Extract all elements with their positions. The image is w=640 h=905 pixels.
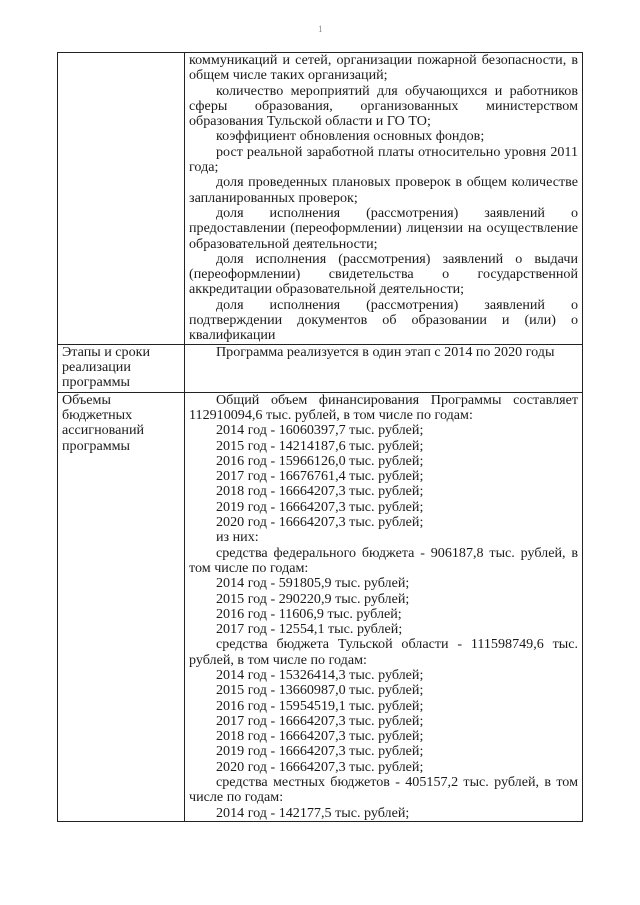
year-line: 2017 год - 12554,1 тыс. рублей; [216, 621, 403, 638]
year-line: 2019 год - 16664207,3 тыс. рублей; [216, 743, 424, 760]
budget-total: Общий объем финансирования Программы составляет 112910094,6 тыс. рублей, в том числе по годам: [189, 391, 578, 423]
stages-cell [185, 344, 583, 392]
year-line: 2017 год - 16676761,4 тыс. рублей; [216, 468, 424, 485]
indicator-paragraph: доля исполнения (рассмотрения) заявлений о предоставлении (переоформлении) лицензии на осуществление образовательной деятельности; [189, 204, 578, 252]
year-line: 2016 год - 11606,9 тыс. рублей; [216, 605, 402, 622]
federal-budget: средства федерального бюджета - 906187,8 тыс. рублей, в том числе по годам: [189, 544, 578, 576]
stages-text: Программа реализуется в один этап с 2014 по 2020 годы [216, 343, 555, 360]
year-line: 2014 год - 15326414,3 тыс. рублей; [216, 666, 424, 683]
of-which-label: из них: [216, 529, 259, 546]
regional-budget: средства бюджета Тульской области - 111598749,6 тыс. рублей, в том числе по годам: [189, 636, 578, 668]
year-line: 2015 год - 13660987,0 тыс. рублей; [216, 682, 424, 699]
indicator-paragraph: количество мероприятий для обучающихся и работников сферы образования, организованных министерством образования Тульской области и ГО ТО; [189, 82, 578, 130]
indicator-paragraph: доля исполнения (рассмотрения) заявлений о подтверждении документов об образовании и (или) о квалификации [189, 296, 578, 344]
year-line: 2016 год - 15966126,0 тыс. рублей; [216, 452, 424, 469]
indicator-paragraph: доля проведенных плановых проверок в общем количестве запланированных проверок; [189, 174, 578, 206]
budget-cell [185, 392, 583, 821]
local-budget: средства местных бюджетов - 405157,2 тыс. рублей, в том числе по годам: [189, 774, 578, 806]
year-line: 2015 год - 14214187,6 тыс. рублей; [216, 437, 424, 454]
year-line: 2019 год - 16664207,3 тыс. рублей; [216, 498, 424, 515]
year-line: 2018 год - 16664207,3 тыс. рублей; [216, 483, 424, 500]
indicator-paragraph: доля исполнения (рассмотрения) заявлений о выдачи (переоформлении) свидетельства о государственной аккредитации образовательной деятельности; [189, 250, 578, 298]
page-mark: 1 [318, 24, 323, 34]
indicators-label-cell [58, 53, 185, 345]
indicators-cell [185, 53, 583, 345]
year-line: 2014 год - 591805,9 тыс. рублей; [216, 575, 410, 592]
year-line: 2014 год - 142177,5 тыс. рублей; [216, 804, 410, 821]
budget-label: Объемы бюджетных ассигнований программы [58, 392, 185, 821]
budget-row [58, 392, 583, 821]
passport-table [57, 52, 583, 822]
year-line: 2015 год - 290220,9 тыс. рублей; [216, 590, 410, 607]
year-line: 2016 год - 15954519,1 тыс. рублей; [216, 697, 424, 714]
year-line: 2014 год - 16060397,7 тыс. рублей; [216, 422, 424, 439]
year-line: 2020 год - 16664207,3 тыс. рублей; [216, 758, 424, 775]
year-line: 2020 год - 16664207,3 тыс. рублей; [216, 514, 424, 531]
indicators-row [58, 53, 583, 345]
indicator-paragraph: коэффициент обновления основных фондов; [216, 128, 485, 145]
year-line: 2017 год - 16664207,3 тыс. рублей; [216, 712, 424, 729]
indicator-paragraph: рост реальной заработной платы относительно уровня 2011 года; [189, 143, 578, 176]
stages-label: Этапы и сроки реализации программы [58, 344, 185, 392]
stages-row [58, 344, 583, 392]
year-line: 2018 год - 16664207,3 тыс. рублей; [216, 728, 424, 745]
indicator-paragraph: коммуникаций и сетей, организации пожарной безопасности, в общем числе таких организаций; [189, 52, 578, 84]
